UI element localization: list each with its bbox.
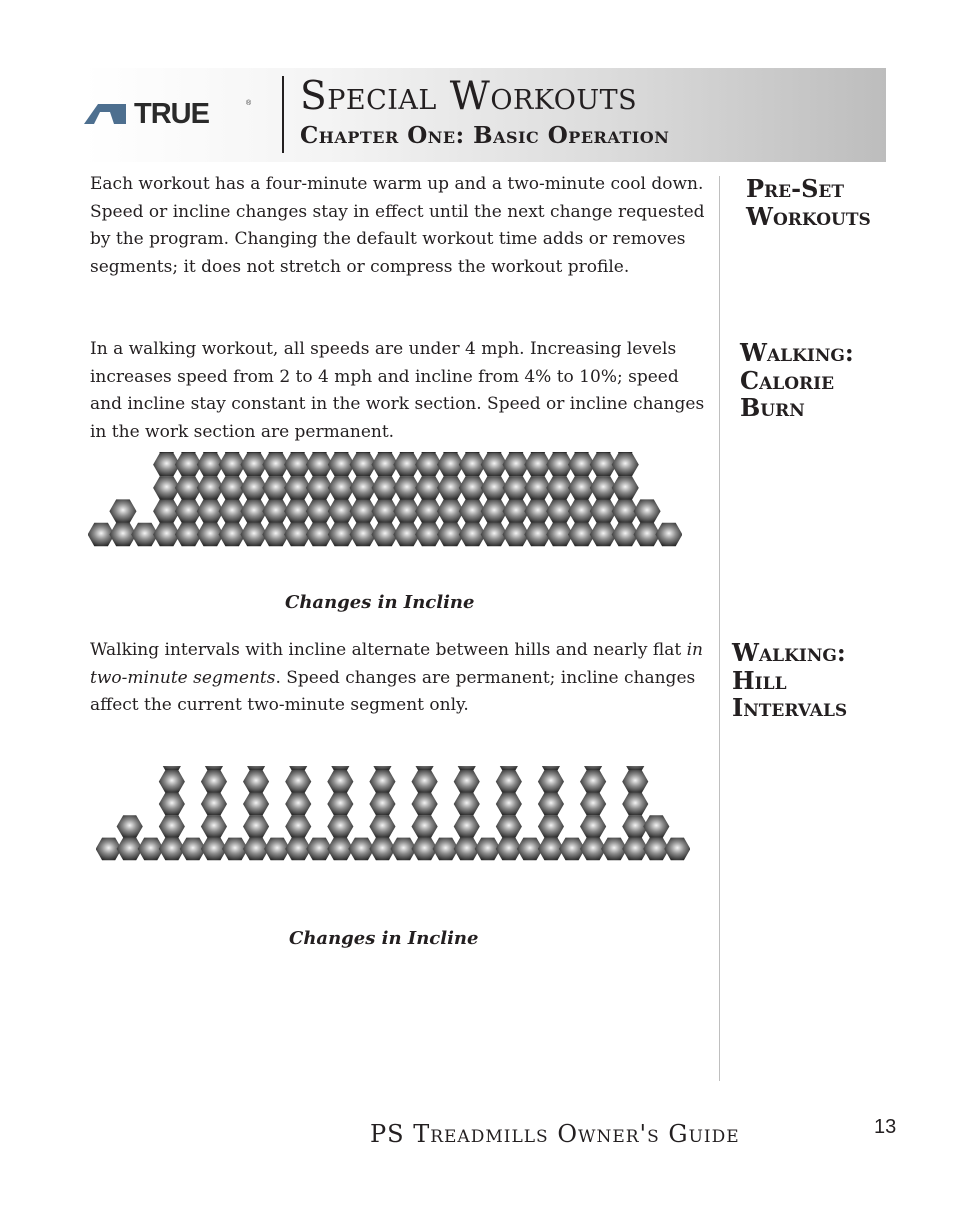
calorie-profile-dot (415, 452, 442, 453)
hill-profile-dot (327, 793, 353, 816)
hill-profile-dot (454, 766, 480, 770)
hill-heading-line: Walking: (732, 638, 846, 667)
hill-profile-dot (159, 815, 185, 838)
calorie-heading-line: Walking: (740, 338, 854, 367)
hill-profile-dot (538, 770, 564, 793)
hill-profile-dot (664, 838, 690, 861)
hill-profile-dot (412, 815, 438, 838)
calorie-profile-dot (328, 452, 355, 453)
calorie-profile-dot (546, 452, 573, 453)
calorie-profile-dot (655, 523, 682, 547)
calorie-profile-dot (240, 452, 267, 453)
calorie-profile-dot (109, 499, 136, 523)
hill-profile-dot (369, 815, 395, 838)
hill-profile-dot (201, 766, 227, 770)
hill-graph-caption: Changes in Incline (289, 928, 479, 949)
hill-profile-dot (580, 793, 606, 816)
hill-profile-dot (243, 815, 269, 838)
calorie-paragraph: In a walking workout, all speeds are under 4 mph. Increasing levels increases speed from 2 to 4 mph and incline from 4% to 10%; speed and incline stay constant in the work section. Speed or incline changes in the work section are permanent. (90, 339, 705, 442)
preset-heading-line: Workouts (746, 201, 871, 231)
hill-profile-dot (327, 770, 353, 793)
calorie-profile-dot (590, 452, 617, 453)
logo-trademark: ® (246, 100, 252, 107)
hill-profile-dot (412, 793, 438, 816)
hill-profile-dot (243, 770, 269, 793)
hill-profile-dot (201, 770, 227, 793)
hill-heading-line: Hill (732, 665, 787, 695)
calorie-profile-dot (503, 452, 530, 453)
hill-profile-dot (159, 766, 185, 770)
calorie-profile-dot (175, 452, 202, 453)
calorie-graph-caption: Changes in Incline (285, 592, 475, 613)
hill-profile-dot (201, 815, 227, 838)
hill-paragraph-text: Walking intervals with incline alternate between hills and nearly flat (90, 640, 687, 660)
hill-profile-dot (412, 770, 438, 793)
hill-profile-dot (243, 793, 269, 816)
calorie-profile-dot (284, 452, 311, 453)
footer-guide-title: PS Treadmills Owner's Guide (370, 1120, 740, 1148)
hill-profile-dot (327, 815, 353, 838)
calorie-profile-dot (262, 452, 289, 453)
hill-profile-dot (369, 793, 395, 816)
page-title: Special Workouts (300, 74, 638, 119)
hill-profile-dot (285, 766, 311, 770)
hill-profile-dot (285, 815, 311, 838)
true-logo-mark-icon (84, 104, 128, 124)
calorie-profile-dot (524, 452, 551, 453)
hill-profile-dot (243, 766, 269, 770)
calorie-heading (740, 339, 854, 422)
hill-profile-dot (538, 766, 564, 770)
hill-paragraph (90, 637, 712, 720)
hill-profile-dot (369, 766, 395, 770)
hill-profile-dot (580, 815, 606, 838)
hill-profile-dot (454, 770, 480, 793)
hill-profile-dot (496, 815, 522, 838)
calorie-profile-dot (437, 452, 464, 453)
hill-paragraph-text: . Speed changes are permanent; incline changes affect the current two-minute segment only. (90, 667, 696, 715)
chapter-subtitle: Chapter One: Basic Operation (300, 122, 670, 149)
calorie-profile-dot (459, 452, 486, 453)
calorie-profile-dot (612, 453, 639, 476)
hill-profile-dot (412, 766, 438, 770)
hill-profile-dot (496, 793, 522, 816)
calorie-profile-dot (350, 452, 377, 453)
calorie-profile-dot (393, 452, 420, 453)
calorie-profile-dot (568, 452, 595, 453)
hill-profile-dot (285, 793, 311, 816)
calorie-profile-dot (306, 452, 333, 453)
hill-heading-line: Intervals (732, 693, 848, 722)
hill-profile-dot (622, 770, 648, 793)
hill-paragraph-emphasis: in two-minute segments (90, 640, 703, 688)
hill-profile-dot (369, 770, 395, 793)
hill-profile-dot (327, 766, 353, 770)
hill-heading (732, 639, 847, 722)
hill-profile-dot (285, 770, 311, 793)
hill-profile-dot (622, 793, 648, 816)
calorie-profile-dot (372, 452, 399, 453)
hill-profile-dot (580, 766, 606, 770)
hill-profile-dot (496, 770, 522, 793)
page-number: 13 (874, 1116, 897, 1138)
calorie-incline-profile-graph (88, 452, 682, 548)
calorie-profile-dot (612, 476, 639, 499)
calorie-heading-line: Calorie (740, 365, 835, 395)
hill-profile-dot (580, 770, 606, 793)
hill-profile-dot (159, 793, 185, 816)
preset-heading (746, 175, 871, 230)
hill-profile-dot (538, 793, 564, 816)
header-divider (282, 76, 284, 153)
hill-profile-dot (454, 815, 480, 838)
preset-paragraph: Each workout has a four-minute warm up and a two-minute cool down. Speed or incline changes stay in effect until the next change requested by the program. Changing the default workout time adds or removes segments; it does not stretch or compress the workout profile. (90, 174, 705, 277)
hill-profile-dot (622, 766, 648, 770)
hill-profile-dot (496, 766, 522, 770)
hill-profile-dot (201, 793, 227, 816)
logo-text: TRUE (134, 98, 209, 130)
calorie-profile-dot (197, 452, 224, 453)
calorie-profile-dot (612, 452, 639, 453)
hill-profile-dot (117, 815, 143, 838)
calorie-profile-dot (153, 452, 180, 453)
calorie-profile-dot (219, 452, 246, 453)
hill-profile-dot (454, 793, 480, 816)
hill-profile-dot (159, 770, 185, 793)
hill-profile-dot (538, 815, 564, 838)
true-logo (84, 100, 254, 130)
hill-incline-profile-graph (96, 766, 690, 862)
preset-heading-line: Pre-Set (746, 174, 845, 203)
sidebar-divider (719, 176, 720, 1081)
hill-profile-dot (643, 815, 669, 838)
calorie-heading-line: Burn (740, 393, 805, 422)
calorie-profile-dot (634, 499, 661, 523)
calorie-profile-dot (481, 452, 508, 453)
